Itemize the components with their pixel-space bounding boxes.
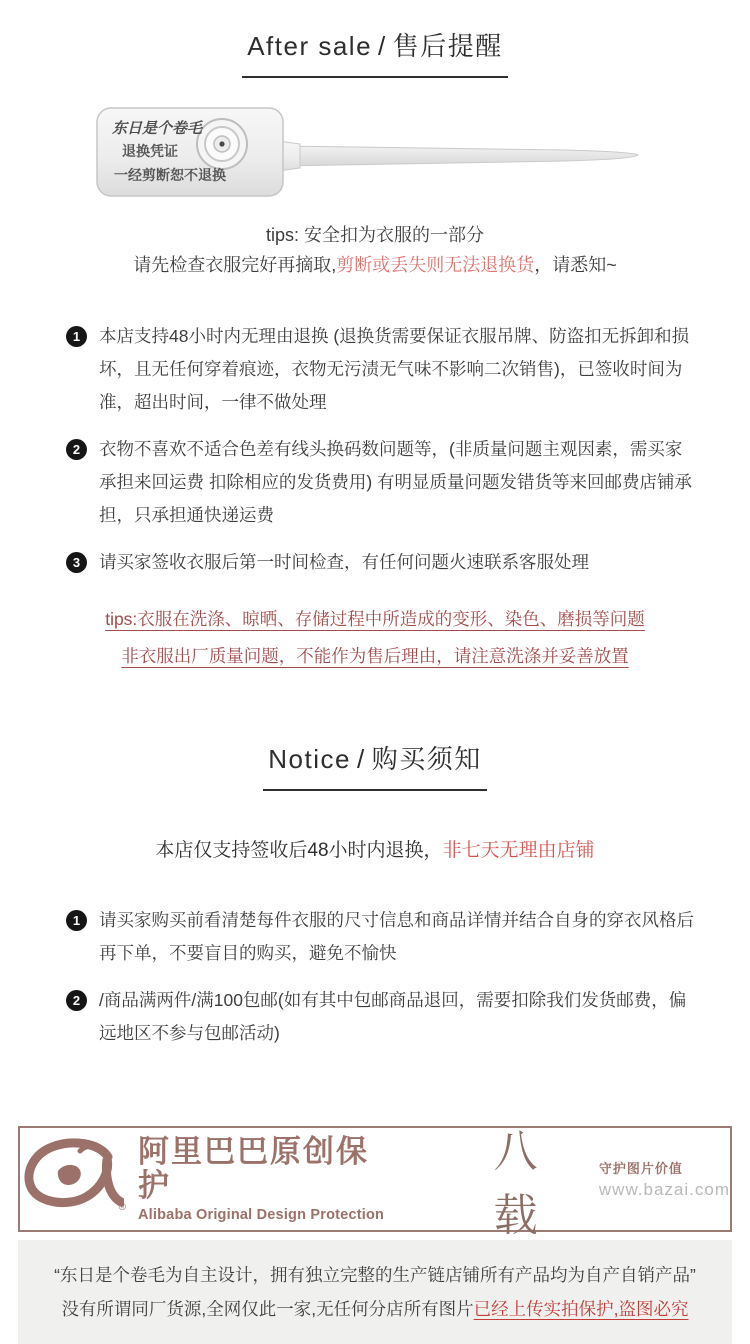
footer-line2-black: 没有所谓同厂货源,全网仅此一家,无任何分店所有图片 <box>61 1299 474 1319</box>
list-item <box>66 320 694 419</box>
design-protection-banner <box>18 1126 732 1241</box>
number-badge: 1 <box>66 910 87 931</box>
tips-line2-red: 剪断或丢失则无法退换货 <box>336 255 535 275</box>
laundry-care-tips <box>0 601 750 675</box>
list-item-text: 请买家签收衣服后第一时间检查，有任何问题火速联系客服处理 <box>99 552 589 572</box>
bazai-logo-text: 八载 <box>493 1126 542 1241</box>
number-badge: 3 <box>66 552 87 573</box>
notice-intro-black: 本店仅支持签收后48小时内退换， <box>155 840 443 861</box>
brand-title-zh: 阿里巴巴原创保护 <box>138 1134 369 1203</box>
red-tips-line1: tips:衣服在洗涤、晾晒、存储过程中所造成的变形、染色、磨损等问题 <box>105 609 645 629</box>
notice-list <box>66 904 694 1050</box>
after-sale-heading-text <box>242 26 508 78</box>
after-sale-heading <box>0 26 750 78</box>
tips-line1: tips: 安全扣为衣服的一部分 <box>265 225 484 245</box>
alibaba-brand-text <box>138 1135 398 1223</box>
list-item <box>66 433 694 532</box>
list-item <box>66 546 694 579</box>
notice-heading-text <box>263 739 486 791</box>
number-badge: 2 <box>66 990 87 1011</box>
heading-zh: 购买须知 <box>371 744 482 774</box>
shop-statement-footer <box>18 1240 732 1344</box>
heading-en: After sale <box>247 31 373 61</box>
notice-intro-red: 非七天无理由店铺 <box>442 840 595 861</box>
number-badge: 2 <box>66 439 87 460</box>
tips-line2-black: 请先检查衣服完好再摘取, <box>133 255 337 275</box>
red-tips-line2: 非衣服出厂质量问题，不能作为售后理由，请注意洗涤并妥善放置 <box>121 646 629 666</box>
list-item-text: 本店支持48小时内无理由退换 (退换货需要保证衣服吊牌、防盗扣无拆卸和损坏，且无任何穿着痕迹，衣物无污渍无气味不影响二次销售)，已签收时间为准，超出时间，一律不做处理 <box>99 326 690 412</box>
notice-intro <box>0 835 750 862</box>
list-item-text: 请买家购买前看清楚每件衣服的尺寸信息和商品详情并结合自身的穿衣风格后再下单，不要盲目的购买，避免不愉快 <box>99 910 694 963</box>
notice-heading <box>0 739 750 791</box>
bazai-slogan: 守护图片价值 <box>598 1161 683 1176</box>
footer-line1: “东日是个卷毛为自主设计，拥有独立完整的生产链店铺所有产品均为自产自销产品” <box>54 1265 696 1285</box>
registered-icon: ® <box>118 1202 126 1213</box>
footer-line2-red: 已经上传实拍保护,盗图必究 <box>473 1299 689 1319</box>
bazai-text-col <box>599 1158 730 1200</box>
tag-warning-label: 一经剪断恕不退换 <box>114 167 226 183</box>
alibaba-logo-icon <box>20 1137 124 1221</box>
safety-buckle-tips <box>0 220 750 280</box>
tips-line2-tail: ，请悉知~ <box>534 255 617 275</box>
tag-shop-name: 东日是个卷毛 <box>111 120 203 137</box>
brand-title-en: Alibaba Original Design Protection <box>138 1207 385 1223</box>
number-badge: 1 <box>66 326 87 347</box>
heading-slash: / <box>356 744 366 774</box>
footer-line2 <box>61 1292 688 1326</box>
list-item-text: 衣物不喜欢不适合色差有线头换码数问题等，(非质量问题主观因素，需买家承担来回运费 扣除相应的发货费用) 有明显质量问题发错货等来回邮费店铺承担，只承担通快递运费 <box>99 439 693 525</box>
tips-line2 <box>0 250 750 280</box>
alibaba-brand <box>20 1135 398 1223</box>
list-item <box>66 984 694 1050</box>
heading-slash: / <box>378 31 387 61</box>
bazai-url: www.bazai.com <box>598 1180 730 1199</box>
heading-en: Notice <box>268 744 351 774</box>
heading-zh: 售后提醒 <box>392 31 503 61</box>
security-tag-icon <box>95 100 655 210</box>
bazai-brand <box>494 1115 730 1243</box>
list-item <box>66 904 694 970</box>
tag-voucher-label: 退换凭证 <box>122 143 178 159</box>
after-sale-list <box>66 320 694 579</box>
security-tag-graphic <box>0 100 750 212</box>
list-item-text: /商品满两件/满100包邮(如有其中包邮商品退回，需要扣除我们发货邮费，偏远地区不参与包邮活动) <box>99 990 687 1043</box>
